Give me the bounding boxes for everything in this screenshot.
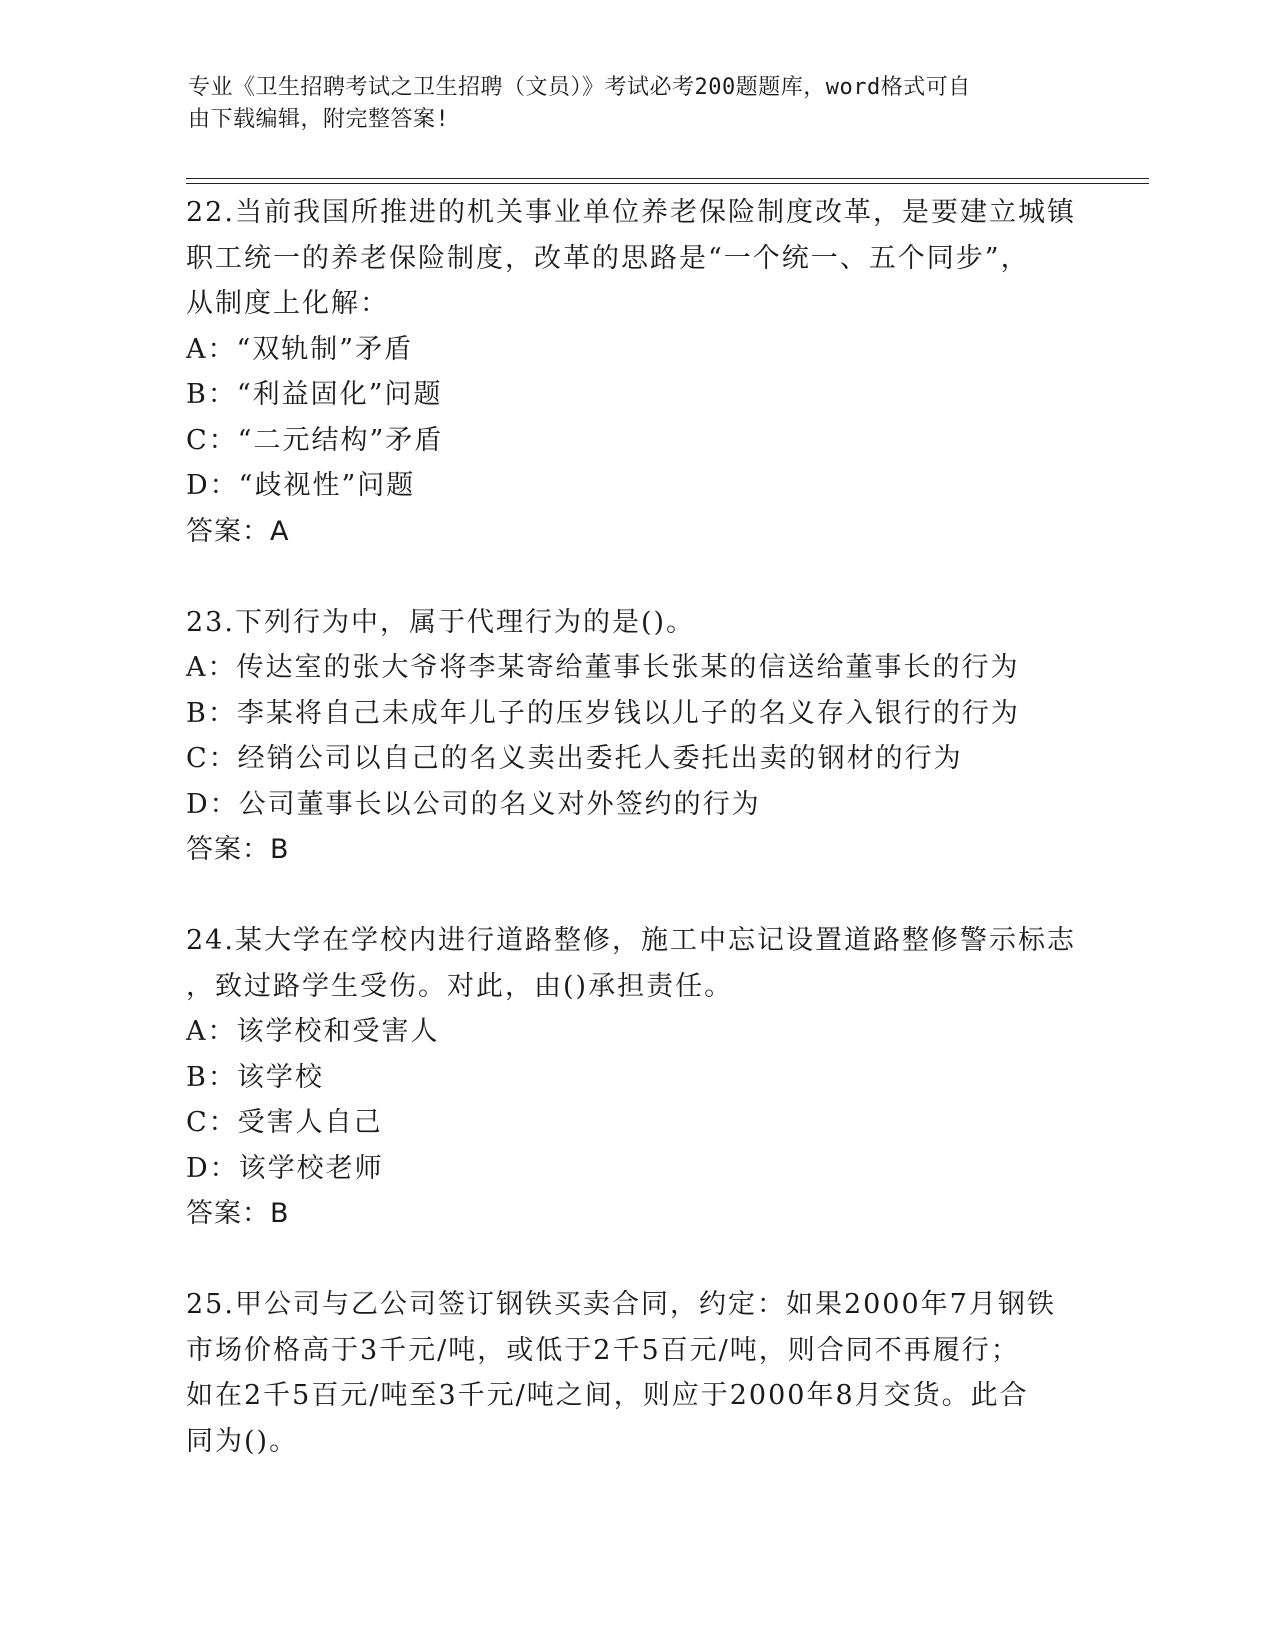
option-c: C：“二元结构”矛盾 bbox=[186, 424, 444, 456]
option-d: D：“歧视性”问题 bbox=[186, 470, 416, 501]
option-a: A：传达室的张大爷将李某寄给董事长张某的信送给董事长的行为 bbox=[186, 652, 1020, 683]
answer-line: 答案：B bbox=[186, 834, 290, 865]
header-line-1: 专业《卫生招聘考试之卫生招聘（文员）》考试必考200题题库，word格式可自 bbox=[188, 75, 971, 100]
question-23 bbox=[186, 600, 1086, 873]
header-line-2: 由下载编辑，附完整答案! bbox=[188, 107, 450, 132]
question-stem-line: 22.当前我国所推进的机关事业单位养老保险制度改革，是要建立城镇 bbox=[186, 197, 1076, 228]
document-header bbox=[188, 72, 1068, 136]
header-divider-top bbox=[186, 178, 1149, 179]
option-a: A：“双轨制”矛盾 bbox=[186, 333, 414, 365]
question-stem-line: 市场价格高于3千元/吨，或低于2千5百元/吨，则合同不再履行； bbox=[186, 1334, 1020, 1366]
answer-line: 答案：A bbox=[186, 515, 290, 547]
question-stem-line: 25.甲公司与乙公司签订钢铁买卖合同，约定：如果2000年7月钢铁 bbox=[186, 1289, 1056, 1320]
question-spacer bbox=[186, 1237, 1086, 1283]
question-24 bbox=[186, 918, 1086, 1237]
answer-line: 答案：B bbox=[186, 1198, 290, 1229]
question-stem-line: 如在2千5百元/吨至3千元/吨之间，则应于2000年8月交货。此合 bbox=[186, 1380, 1029, 1411]
question-spacer bbox=[186, 554, 1086, 600]
question-stem-line: 职工统一的养老保险制度，改革的思路是“一个统一、五个同步”， bbox=[186, 242, 1030, 274]
header-divider-bottom bbox=[186, 183, 1149, 184]
question-spacer bbox=[186, 873, 1086, 919]
option-c: C：经销公司以自己的名义卖出委托人委托出卖的钢材的行为 bbox=[186, 743, 963, 774]
question-25 bbox=[186, 1282, 1086, 1464]
question-22 bbox=[186, 190, 1086, 554]
option-d: D：该学校老师 bbox=[186, 1152, 384, 1184]
option-b: B：“利益固化”问题 bbox=[186, 379, 443, 410]
question-stem-line: 从制度上化解： bbox=[186, 288, 389, 319]
question-stem-line: 23.下列行为中，属于代理行为的是()。 bbox=[186, 606, 696, 638]
option-c: C：受害人自己 bbox=[186, 1107, 383, 1138]
question-stem-line: 同为()。 bbox=[186, 1425, 299, 1457]
question-stem-line: ，致过路学生受伤。对此，由()承担责任。 bbox=[186, 970, 734, 1002]
question-list bbox=[186, 190, 1086, 1464]
option-b: B：该学校 bbox=[186, 1061, 324, 1093]
option-d: D：公司董事长以公司的名义对外签约的行为 bbox=[186, 788, 761, 820]
question-stem-line: 24.某大学在学校内进行道路整修，施工中忘记设置道路整修警示标志 bbox=[186, 925, 1076, 956]
option-b: B：李某将自己未成年儿子的压岁钱以儿子的名义存入银行的行为 bbox=[186, 697, 1020, 729]
option-a: A：该学校和受害人 bbox=[186, 1016, 440, 1047]
